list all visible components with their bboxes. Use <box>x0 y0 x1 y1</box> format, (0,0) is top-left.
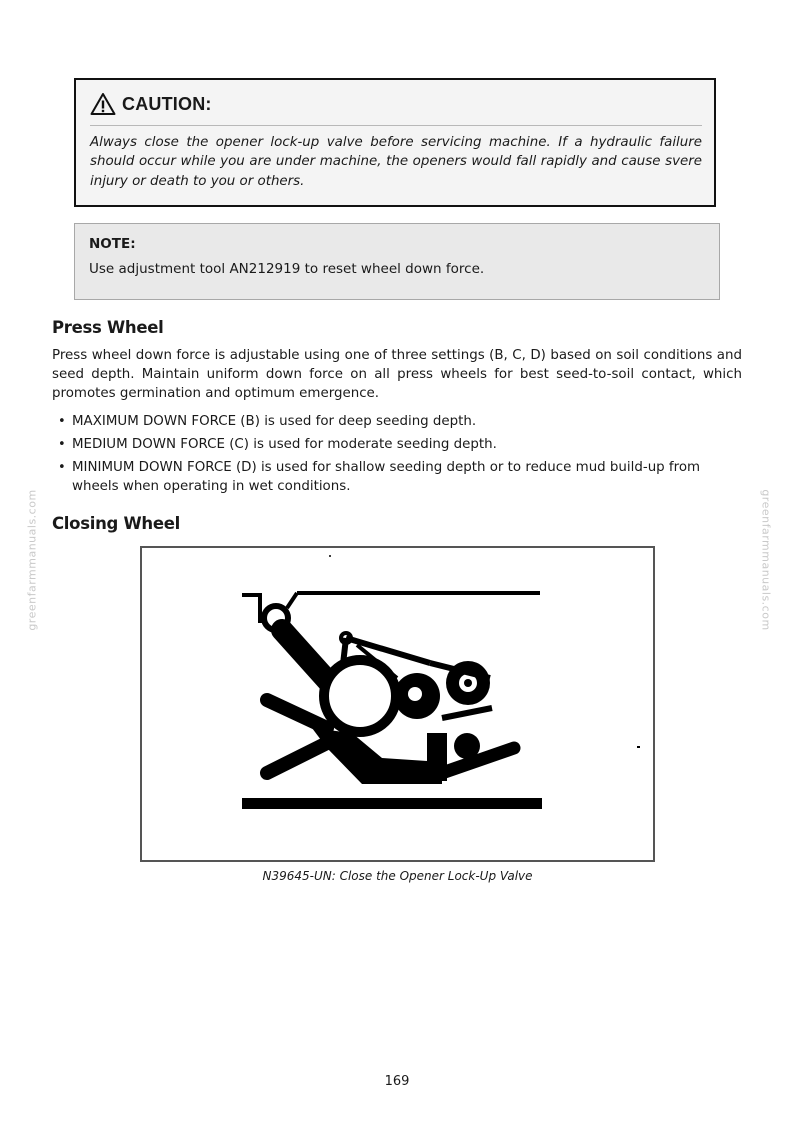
note-box <box>74 223 720 300</box>
figure-caption: N39645-UN: Close the Opener Lock-Up Valve <box>262 869 533 883</box>
page-number: 169 <box>384 1074 410 1089</box>
note-title: NOTE: <box>89 236 136 252</box>
bullet-icon: • <box>58 460 66 475</box>
caution-header <box>90 92 212 116</box>
list-item-text: MINIMUM DOWN FORCE (D) is used for shallow seeding depth or to reduce mud build-up from wheels when operating in wet conditions. <box>72 460 701 494</box>
list-item <box>52 458 742 496</box>
caution-title: CAUTION: <box>122 93 212 114</box>
caution-text: Always close the opener lock-up valve before servicing machine. If a hydraulic failure should occur while you are under machine, the openers would fall rapidly and cause svere injury or death to you or others. <box>90 135 702 189</box>
note-text: Use adjustment tool AN212919 to reset wheel down force. <box>89 261 485 277</box>
closing-wheel-heading: Closing Wheel <box>52 514 180 533</box>
safety-illustration <box>140 546 655 862</box>
list-item-text: MAXIMUM DOWN FORCE (B) is used for deep seeding depth. <box>72 414 477 429</box>
caution-divider <box>90 125 702 126</box>
bullet-icon: • <box>58 414 66 429</box>
crush-hazard-illustration <box>142 548 653 860</box>
list-item <box>52 435 742 454</box>
warning-triangle-icon <box>90 92 116 116</box>
caution-box <box>74 78 716 207</box>
list-item <box>52 412 742 431</box>
down-force-list <box>52 412 742 500</box>
watermark-left: greenfarmmanuals.com <box>25 489 39 631</box>
bullet-icon: • <box>58 437 66 452</box>
press-wheel-paragraph: Press wheel down force is adjustable using one of three settings (B, C, D) based on soil conditions and seed depth. Maintain uniform down force on all press wheels for best seed-to-soil contact, which promotes germination and optimum emergence. <box>52 348 742 401</box>
watermark-right: greenfarmmanuals.com <box>759 489 773 631</box>
list-item-text: MEDIUM DOWN FORCE (C) is used for moderate seeding depth. <box>72 437 497 452</box>
press-wheel-heading: Press Wheel <box>52 318 164 337</box>
